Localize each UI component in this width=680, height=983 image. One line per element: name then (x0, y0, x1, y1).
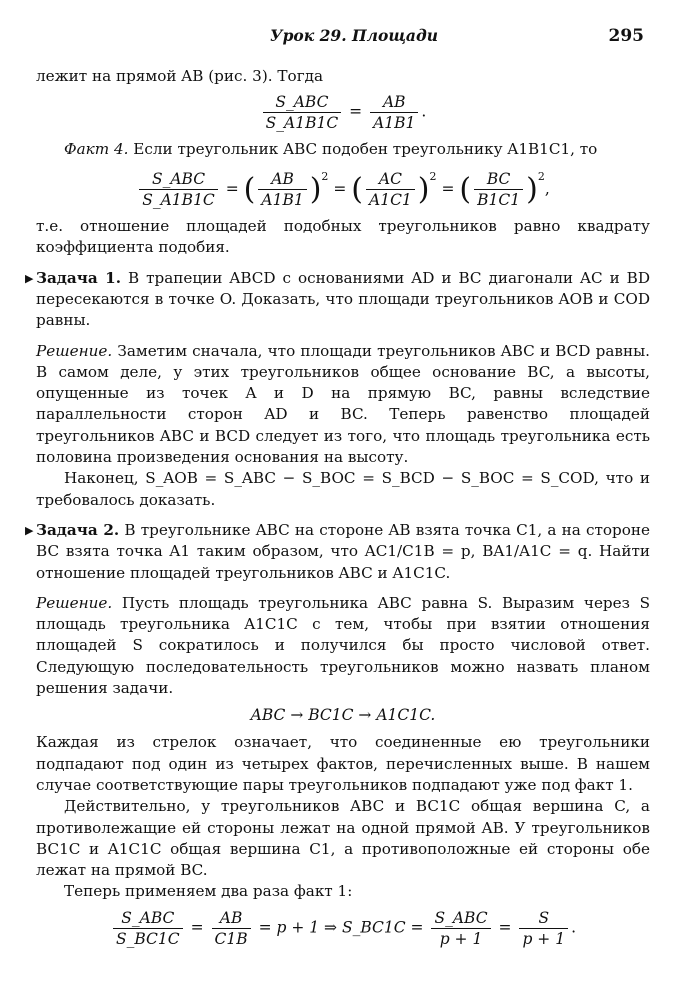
numerator: S_ABC (139, 169, 218, 190)
numerator: AB (370, 92, 418, 113)
fact-4 (36, 139, 650, 160)
numerator: AC (366, 169, 415, 190)
running-title: Урок 29. Площади (270, 26, 439, 45)
denominator: S_A1B1C (265, 114, 339, 133)
solution-text: Заметим сначала, что площади треугольников ABC и BCD равны. В самом деле, у этих треугольников общее основание BC, а высоты, опущенные из точек A и D на прямую BC, равны вследствие параллельности сторон AD и BC. Теперь равенство площадей треугольников ABC и BCD следует из того, что площадь треугольника есть половина произведения основания на высоту. (36, 341, 651, 467)
page-body (25, 66, 651, 955)
fraction (263, 92, 342, 133)
denominator: p + 1 (522, 929, 566, 948)
paragraph-intro: лежит на прямой AB (рис. 3). Тогда (36, 67, 324, 85)
formula-final: $\frac{\text{S\_ABC}}{S\_BC1C}$ = $\frac{AB}{C1B}$ = p + 1 ⇒ S_BC1C = $\frac{\text{S\_ABC}}{p + 1}$ = $\frac{S}{p + 1}$ . (36, 908, 650, 949)
task-marker-icon: ▶ (25, 523, 34, 537)
page-header (0, 26, 680, 50)
task-2 (25, 520, 651, 584)
denominator: p + 1 (439, 929, 483, 948)
task-text: В трапеции ABCD с основаниями AD и BC диагонали AC и BD пересекаются в точке O. Доказать, что площади треугольников AOB и COD равны. (36, 268, 650, 330)
fraction (139, 169, 218, 210)
exponent: 2 (537, 169, 545, 183)
fact-label: Факт 4. (64, 140, 129, 159)
denominator: S_A1B1C (142, 191, 215, 210)
task-label: Задача 1. (36, 268, 121, 287)
paragraph-apply: Теперь применяем два раза факт 1: (64, 882, 353, 901)
paragraph-conclusion: т.е. отношение площадей подобных треугольников равно квадрату коэффициента подобия. (36, 217, 650, 257)
formula-similarity: $\frac{\text{S\_ABC}}{S\_A1B1C}$ = ( $\frac{AB}{A1B1}$ )$^2$ = ( $\frac{AC}{A1C1}$ )$^2$ = ( $\frac{BC}{B1C1}$ )$^2$, (36, 166, 650, 211)
numerator: S (519, 908, 568, 929)
solution-1-final: Наконец, S_AOB = S_ABC − S_BOC = S_BCD − S_BOC = S_COD, что и требовалось доказать. (36, 469, 650, 509)
solution-label: Решение. (36, 593, 113, 612)
denominator: A1B1 (373, 114, 416, 133)
denominator: B1C1 (477, 191, 521, 210)
triangle-chain: ABC → BC1C → A1C1C. (250, 706, 436, 725)
fraction (212, 908, 251, 949)
formula-area-ratio: $\frac{\text{S\_ABC}}{S\_A1B1C}$ = $\frac{AB}{A1B1}$ . (36, 92, 650, 133)
solution-label: Решение. (36, 341, 113, 360)
denominator: A1B1 (261, 191, 304, 210)
fraction (113, 908, 183, 949)
task-1 (25, 268, 650, 332)
formula-middle: = p + 1 ⇒ S_BC1C = (258, 918, 424, 937)
denominator: C1B (214, 929, 248, 948)
numerator: S_ABC (113, 908, 183, 929)
paragraph-indeed: Действительно, у треугольников ABC и BC1C общая вершина C, а противолежащие ей стороны лежат на одной прямой AB. У треугольников BC1C и A1C1C общая вершина C1, а противоположные ей стороны обе лежат на прямой BC. (36, 797, 650, 880)
solution-text: Пусть площадь треугольника ABC равна S. Выразим через S площадь треугольника A1C1C с тем, чтобы при взятии отношения площадей S сократилось и получился бы просто числовой ответ. Следующую последовательность треугольников можно назвать планом решения задачи. (36, 593, 650, 698)
denominator: S_BC1C (116, 929, 180, 948)
fraction (258, 169, 306, 210)
numerator: AB (212, 908, 251, 929)
fraction (519, 908, 568, 949)
numerator: S_ABC (263, 92, 342, 113)
numerator: BC (474, 169, 523, 190)
exponent: 2 (429, 169, 437, 183)
solution-2 (36, 593, 650, 699)
numerator: AB (258, 169, 306, 190)
task-text: В треугольнике ABC на стороне AB взята точка C1, а на стороне BC взята точка A1 таким образом, что AC1/C1B = p, BA1/A1C = q. Найти отношение площадей треугольников ABC и A1C1C. (36, 520, 651, 582)
task-label: Задача 2. (36, 520, 120, 539)
task-marker-icon: ▶ (25, 271, 34, 285)
fraction (370, 92, 418, 133)
fraction (366, 169, 415, 210)
solution-1 (36, 341, 650, 469)
fraction (474, 169, 523, 210)
denominator: A1C1 (369, 191, 412, 210)
paragraph-arrows: Каждая из стрелок означает, что соединенные ею треугольники подпадают под один из четырех фактов, перечисленных выше. В нашем случае соответствующие пары треугольников подпадают уже под факт 1. (36, 733, 650, 794)
page-number: 295 (608, 26, 644, 46)
exponent: 2 (321, 169, 329, 183)
numerator: S_ABC (431, 908, 490, 929)
fraction (431, 908, 490, 949)
fact-text: Если треугольник ABC подобен треугольнику A1B1C1, то (133, 140, 598, 159)
